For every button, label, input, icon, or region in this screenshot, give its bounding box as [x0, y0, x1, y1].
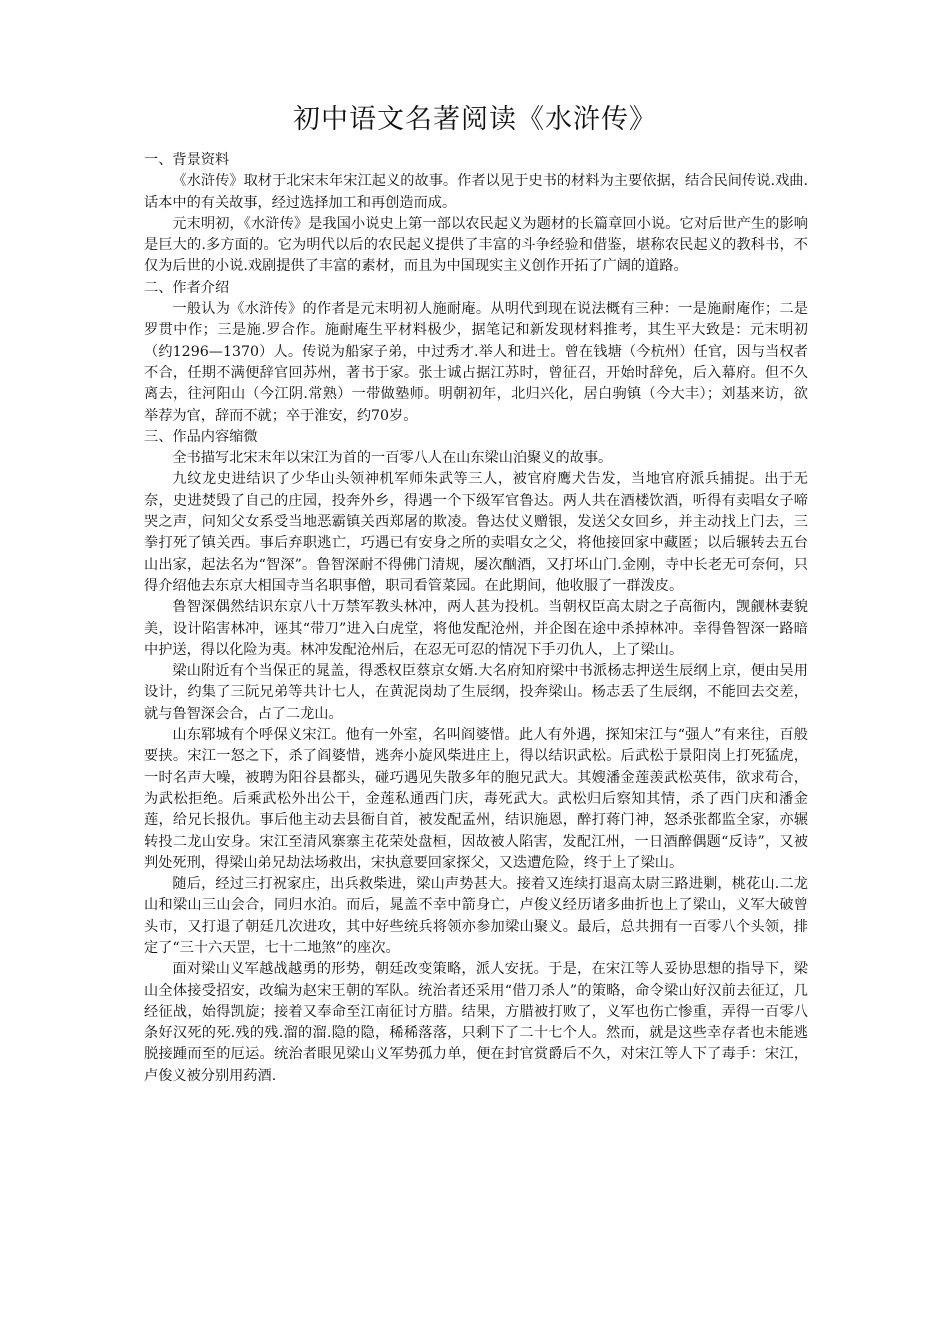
- page-title: 初中语文名著阅读《水浒传》: [293, 104, 657, 135]
- paragraph: 元末明初，《水浒传》是我国小说史上第一部以农民起义为题材的长篇章回小说。它对后世产生的影响是巨大的.多方面的。它为明代以后的农民起义提供了丰富的斗争经验和借鉴，堪称农民起义的教科书，不仅为后世的小说.戏剧提供了丰富的素材，而且为中国现实主义创作开拓了广阔的道路。: [144, 215, 808, 275]
- paragraph: 一般认为《水浒传》的作者是元末明初人施耐庵。从明代到现在说法概有三种：一是施耐庵作；二是罗贯中作；三是施.罗合作。施耐庵生平材料极少，据笔记和新发现材料推考，其生平大致是：元末明初（约1296—1370）人。传说为船家子弟，中过秀才.举人和进士。曾在钱塘（今杭州）任官，因与当权者不合，任期不满便辞官回苏州，著书于家。张士诚占据江苏时，曾征召，开始时辞免，后入幕府。但不久离去，往河阳山（今江阴.常熟）一带做塾师。明朝初年，北归兴化，居白驹镇（今大丰）；刘基来访，欲举荐为官，辞而不就；卒于淮安，约70岁。: [144, 301, 808, 424]
- section-heading: 一、背景资料: [144, 152, 230, 168]
- document-body: [144, 150, 808, 1087]
- paragraph: 全书描写北宋末年以宋江为首的一百零八人在山东梁山泊聚义的故事。: [172, 450, 613, 467]
- paragraph: 九纹龙史进结识了少华山头领神机军师朱武等三人，被官府鹰犬告发，当地官府派兵捕捉。出于无奈，史进焚毁了自己的庄园，投奔外乡，得遇一个下级军官鲁达。两人共在酒楼饮酒，听得有卖唱女子啼哭之声，问知父女系受当地恶霸镇关西郑屠的欺凌。鲁达仗义赠银，发送父女回乡，并主动找上门去，三拳打死了镇关西。事后弃职逃亡，巧遇已有安身之所的卖唱女之父，将他接回家中藏匿；以后辗转去五台山出家，起法名为“智深”。鲁智深耐不得佛门清规，屡次酗酒，又打坏山门.金刚，寺中长老无可奈何，只得介绍他去东京大相国寺当名职事僧，职司看管菜园。在此期间，他收服了一群泼皮。: [144, 471, 808, 594]
- paragraph: 面对梁山义军越战越勇的形势，朝廷改变策略，派人安抚。于是，在宋江等人妥协思想的指导下，梁山全体接受招安，改编为赵宋王朝的军队。统治者还采用“借刀杀人”的策略，命令梁山好汉前去征辽，几经征战，始得凯旋；接着又奉命至江南征讨方腊。结果，方腊被打败了，义军也伤亡惨重，弄得一百零八条好汉死的死.残的残.溜的溜.隐的隐，稀稀落落，只剩下了二十七个人。然而，就是这些幸存者也未能逃脱接踵而至的厄运。统治者眼见梁山义军势孤力单，便在封官赏爵后不久，对宋江等人下了毒手：宋江，卢俊义被分别用药酒.: [144, 961, 808, 1084]
- paragraph: 山东郓城有个呼保义宋江。他有一外室，名叫阎婆惜。此人有外遇，探知宋江与“强人”有来往，百般要挟。宋江一怒之下，杀了阎婆惜，逃奔小旋风柴进庄上，得以结识武松。后武松于景阳岗上打死猛虎，一时名声大噪，被聘为阳谷县都头，碰巧遇见失散多年的胞兄武大。其嫂潘金莲羡武松英伟，欲求苟合，为武松拒绝。后乘武松外出公干，金莲私通西门庆，毒死武大。武松归后察知其情，杀了西门庆和潘金莲，给兄长报仇。事后他主动去县衙自首，被发配孟州，结识施恩，醉打蒋门神，怒杀张都监全家，亦辗转投二龙山安身。宋江至清风寨寨主花荣处盘桓，因故被人陷害，发配江州，一日酒醉偶题“反诗”，又被判处死刑，得梁山弟兄劫法场救出，宋执意要回家探父，又迭遭危险，终于上了梁山。: [144, 727, 808, 871]
- paragraph: 鲁智深偶然结识东京八十万禁军教头林冲，两人甚为投机。当朝权臣高太尉之子高衙内，觊觎林妻貌美，设计陷害林冲，诬其“带刀”进入白虎堂，将他发配沧州，并企图在途中杀掉林冲。幸得鲁智深一路暗中护送，得以化险为夷。林冲发配沧州后，在忍无可忍的情况下手刃仇人，上了梁山。: [144, 599, 808, 658]
- section-synopsis: [144, 427, 808, 1087]
- section-background: [144, 150, 808, 278]
- section-heading: 三、作品内容缩微: [144, 428, 258, 445]
- section-author: [144, 278, 808, 427]
- section-heading: 二、作者介绍: [144, 279, 230, 296]
- paragraph: 梁山附近有个当保正的晁盖，得悉权臣蔡京女婿.大名府知府梁中书派杨志押送生辰纲上京，便由吴用设计，约集了三阮兄弟等共计七人，在黄泥岗劫了生辰纲，投奔梁山。杨志丢了生辰纲，不能回去交差，就与鲁智深会合，占了二龙山。: [144, 663, 808, 722]
- paragraph: 《水浒传》取材于北宋末年宋江起义的故事。作者以见于史书的材料为主要依据，结合民间传说.戏曲.话本中的有关故事，经过选择加工和再创造而成。: [144, 173, 808, 211]
- paragraph: 随后，经过三打祝家庄，出兵救柴进，梁山声势甚大。接着又连续打退高太尉三路进剿，桃花山.二龙山和梁山三山会合，同归水泊。而后，晁盖不幸中箭身亡，卢俊义经历诸多曲折也上了梁山，义军大破曾头市，又打退了朝廷几次进攻，其中好些统兵将领亦参加梁山聚义。最后，总共拥有一百零八个头领，排定了“三十六天罡，七十二地煞”的座次。: [144, 876, 808, 956]
